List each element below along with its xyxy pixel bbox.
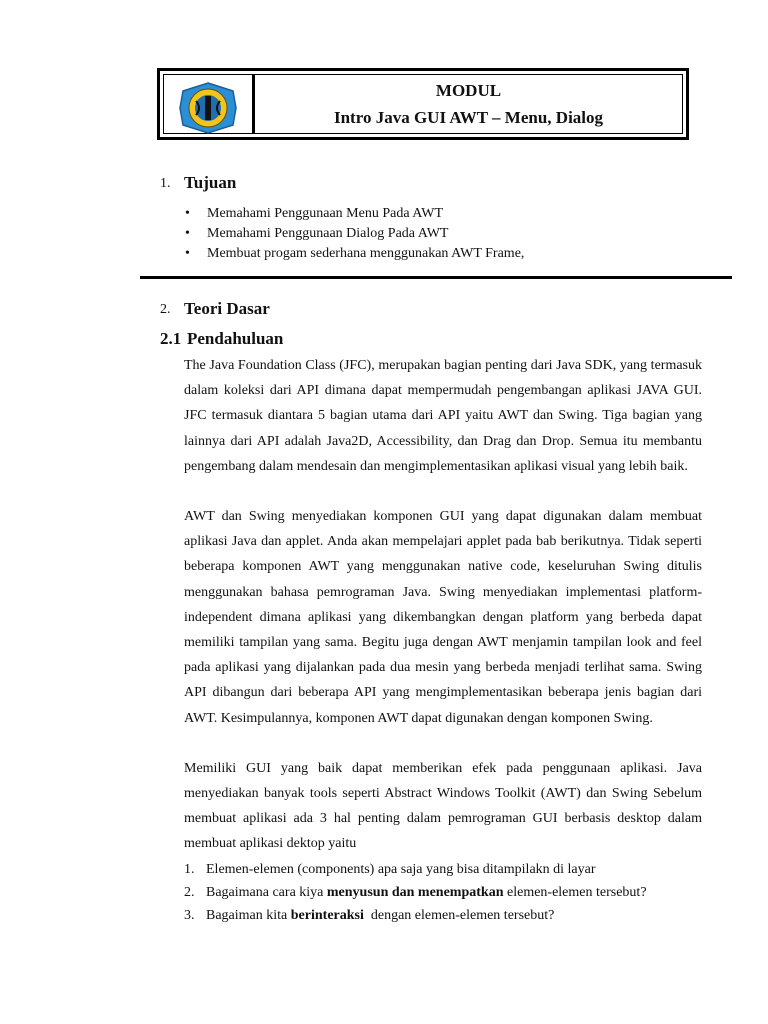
institution-emblem-icon <box>177 81 239 135</box>
title-cell <box>255 75 682 133</box>
steps-list <box>184 858 702 927</box>
step-number: 3. <box>184 907 195 923</box>
section2-title: Teori Dasar <box>184 299 270 318</box>
body-text <box>184 353 702 927</box>
logo-cell <box>164 75 255 133</box>
paragraph-gui-intro: Memiliki GUI yang baik dapat memberikan efek pada penggunaan aplikasi. Java menyediakan banyak tools seperti Abstract Windows Toolkit (AWT) dan Swing Sebelum membuat aplikasi ada 3 hal penting dalam pemrograman GUI berbasis desktop dalam membuat aplikasi dektop yaitu <box>184 760 702 852</box>
step-emphasis: menyusun dan menempatkan <box>326 884 504 900</box>
objective-item: • Memahami Penggunaan Dialog Pada AWT <box>183 224 723 244</box>
step-text-end: dengan elemen-elemen tersebut? <box>363 907 555 923</box>
paragraph-jfc: The Java Foundation Class (JFC), merupakan bagian penting dari Java SDK, yang termasuk dalam koleksi dari API dimana dapat mempermudah pengembangan aplikasi JAVA GUI. JFC termasuk diantara 5 bagian utama dari API yaitu AWT dan Swing. Tiga bagian yang lainnya dari API adalah Java2D, Accessibility, dan Drag dan Drop. Semua itu membantu pengembang dalam mendesain dan mengimplementasikan aplikasi visual yang lebih baik. <box>184 358 702 474</box>
subsection-title: Pendahuluan <box>187 329 284 348</box>
module-header-inner <box>163 74 683 134</box>
section1-title: Tujuan <box>184 173 237 192</box>
step-text: Elemen-elemen (components) apa saja yang bisa ditampilakn di layar <box>206 861 596 877</box>
module-header <box>157 68 689 140</box>
list-item <box>184 858 702 881</box>
list-item <box>184 904 702 927</box>
paragraph-awt-swing: AWT dan Swing menyediakan komponen GUI yang dapat digunakan dalam membuat aplikasi Java dan applet. Anda akan mempelajari applet pada bab berikutnya. Tidak seperti beberapa komponen AWT yang menggunakan native code, keseluruhan Swing ditulis menggunakan bahasa pemrograman Java. Swing menyediakan implementasi platform-independent dimana aplikasi yang dikembangkan dengan platform yang berbeda dapat memiliki tampilan yang sama. Begitu juga dengan AWT menjamin tampilan look and feel pada aplikasi yang dijalankan pada dua mesin yang berbeda menjadi terlihat sama. Swing API dibangun dari beberapa API yang mengimplementasikan beberapa jenis bagian dari AWT. Kesimpulannya, komponen AWT dapat digunakan dengan komponen Swing. <box>184 509 702 726</box>
step-number: 2. <box>184 884 195 900</box>
step-emphasis: berinteraksi <box>290 907 364 923</box>
module-title: MODUL <box>435 81 502 100</box>
step-text: Bagaimana cara kiya <box>206 884 327 900</box>
step-number: 1. <box>184 861 195 877</box>
list-item <box>184 881 702 904</box>
objective-item: • Memahami Penggunaan Menu Pada AWT <box>183 204 723 224</box>
objectives-list <box>183 204 723 264</box>
step-text-end: elemen-elemen tersebut? <box>503 884 647 900</box>
module-subtitle: Intro Java GUI AWT – Menu, Dialog <box>333 108 604 127</box>
section1-number: 1. <box>160 176 171 191</box>
step-text: Bagaiman kita <box>206 907 291 923</box>
objective-item: • Membuat progam sederhana menggunakan AWT Frame, <box>183 244 723 264</box>
subsection-number: 2.1 <box>160 329 182 348</box>
section-divider <box>140 276 732 279</box>
section2-number: 2. <box>160 302 171 317</box>
